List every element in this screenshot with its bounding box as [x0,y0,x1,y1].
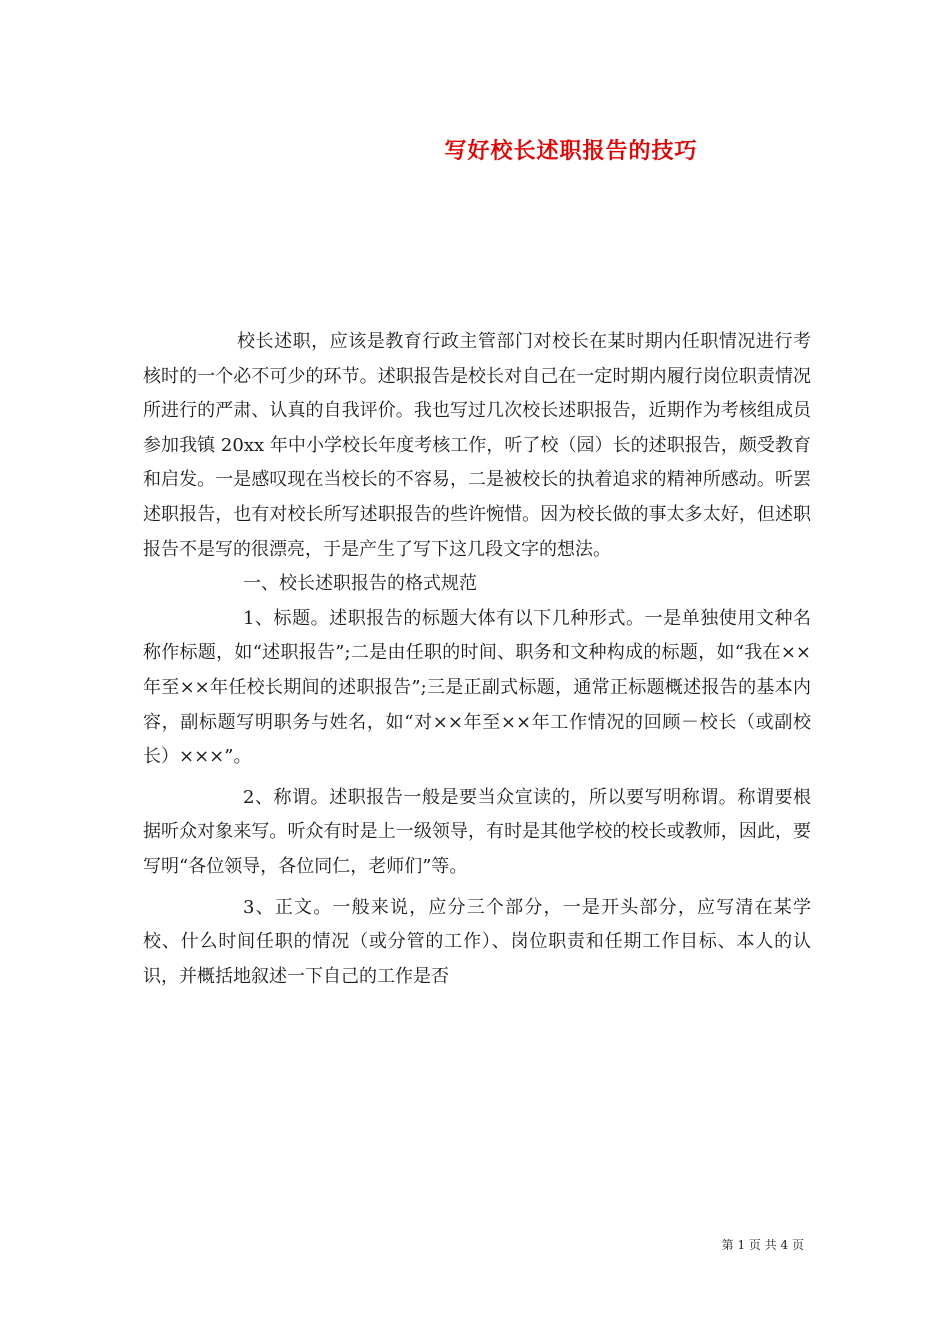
paragraph-title: 1、标题。述职报告的标题大体有以下几种形式。一是单独使用文种名称作标题，如“述职报告”;二是由任职的时间、职务和文种构成的标题，如“我在××年至××年任校长期间的述职报告”;三是正副式标题，通常正标题概述报告的基本内容，副标题写明职务与姓名，如“对××年至××年工作情况的回顾－校长（或副校长）×××”。 [143,607,811,768]
section-heading: 一、校长述职报告的格式规范 [243,573,477,595]
paragraph-body-text: 3、正文。一般来说，应分三个部分，一是开头部分，应写清在某学校、什么时间任职的情况（或分管的工作）、岗位职责和任期工作目标、本人的认识，并概括地叙述一下自己的工作是否 [143,896,811,987]
document-title-text: 写好校长述职报告的技巧 [444,138,698,164]
page-number: 第 1 页 共 4 页 [721,1238,804,1252]
paragraph-intro: 校长述职，应该是教育行政主管部门对校长在某时期内任职情况进行考核时的一个必不可少的环节。述职报告是校长对自己在一定时期内履行岗位职责情况所进行的严肃、认真的自我评价。我也写过几次校长述职报告，近期作为考核组成员参加我镇 20xx 年中小学校长年度考核工作，听了校（园）长的述职报告，颇受教育和启发。一是感叹现在当校长的不容易，二是被校长的执着追求的精神所感动。听罢述职报告，也有对校长所写述职报告的些许惋惜。因为校长做的事太多太好，但述职报告不是写的很漂亮，于是产生了写下这几段文字的想法。 [143,331,811,560]
document-title [0,134,950,165]
paragraph-salutation: 2、称谓。述职报告一般是要当众宣读的，所以要写明称谓。称谓要根据听众对象来写。听众有时是上一级领导，有时是其他学校的校长或教师，因此，要写明“各位领导，各位同仁，老师们”等。 [143,786,811,877]
document-body [143,325,811,994]
